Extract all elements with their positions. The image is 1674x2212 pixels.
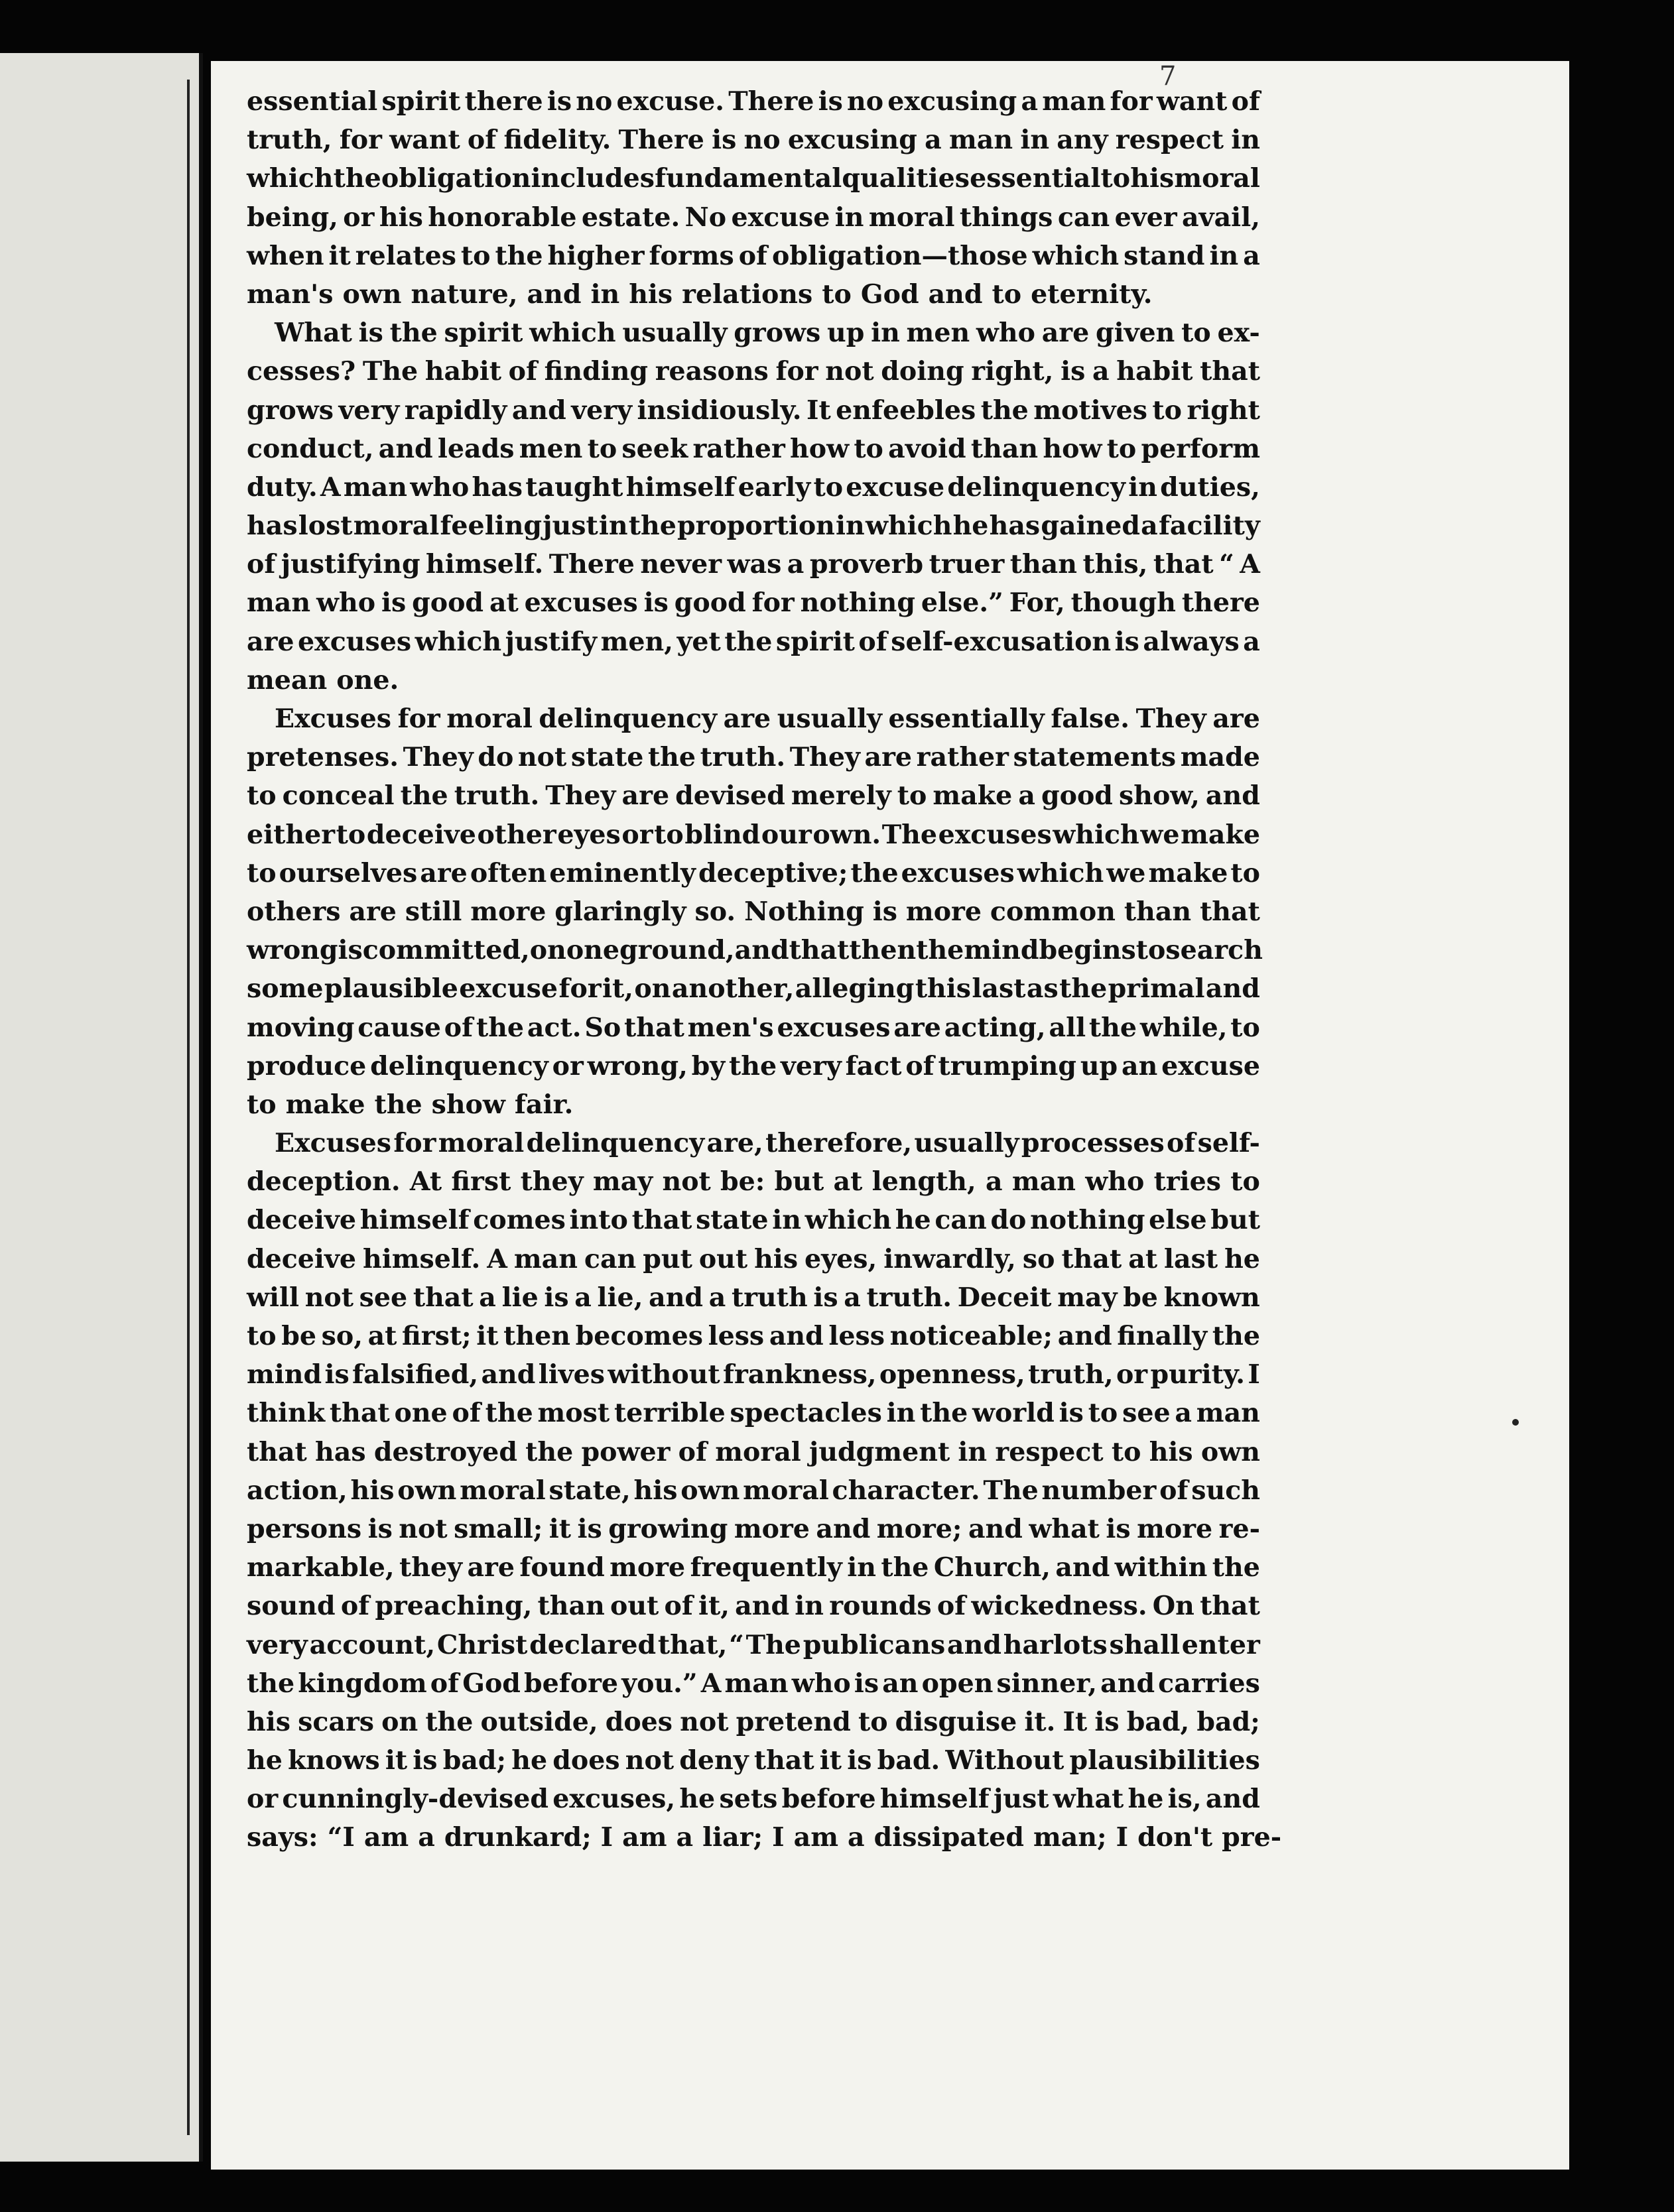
text-line: think that one of the most terrible spectacles in the world is to see a man (247, 1398, 1260, 1429)
text-line: man who is good at excuses is good for nothing else.” For, though there (247, 587, 1260, 619)
text-line: he knows it is bad; he does not deny that it is bad. Without plausibilities (247, 1745, 1260, 1776)
text-line: are excuses which justify men, yet the spirit of self-excusation is always a (247, 626, 1260, 657)
text-line: that has destroyed the power of moral judgment in respect to his own (247, 1436, 1260, 1467)
book-spine (187, 80, 190, 2135)
text-line: or cunningly-devised excuses, he sets before himself just what he is, and (247, 1784, 1260, 1815)
text-line: man's own nature, and in his relations to God and to eternity. (247, 278, 1153, 310)
text-line: produce delinquency or wrong, by the very fact of trumping up an excuse (247, 1050, 1260, 1081)
text-line: to be so, at first; it then becomes less and less noticeable; and finally the (247, 1321, 1260, 1351)
margin-dot (1512, 1419, 1519, 1426)
text-line: action, his own moral state, his own moral character. The number of such (247, 1475, 1260, 1506)
text-line: grows very rapidly and very insidiously. It enfeebles the motives to right (247, 395, 1260, 426)
text-line: being, or his honorable estate. No excuse in moral things can ever avail, (247, 202, 1260, 233)
text-line: deceive himself comes into that state in which he can do nothing else but (247, 1205, 1260, 1236)
text-line: others are still more glaringly so. Nothing is more common than that (247, 896, 1260, 927)
text-line: of justifying himself. There never was a proverb truer than this, that “ A (247, 549, 1260, 580)
text-line: Excuses for moral delinquency are usually essentially false. They are (275, 704, 1260, 734)
text-line: to conceal the truth. They are devised merely to make a good show, and (247, 780, 1260, 812)
text-line: Excuses for moral delinquency are, therefore, usually processes of self- (275, 1128, 1260, 1159)
text-line: truth, for want of fidelity. There is no excusing a man in any respect in (247, 125, 1260, 156)
text-line: deception. At first they may not be: but at length, a man who tries to (247, 1166, 1260, 1198)
text-line: What is the spirit which usually grows up in men who are given to ex- (275, 318, 1260, 349)
body-text (247, 82, 1282, 1857)
text-line: to make the show fair. (247, 1089, 574, 1120)
text-line: mind is falsified, and lives without frankness, openness, truth, or purity. I (247, 1359, 1260, 1390)
text-line: when it relates to the higher forms of obligation—those which stand in a (247, 240, 1260, 271)
left-page-edge (0, 53, 203, 2162)
text-line: has lost moral feeling just in the proportion in which he has gained a facility (247, 511, 1260, 542)
text-line: conduct, and leads men to seek rather how to avoid than how to perform (247, 433, 1260, 464)
page-number: 7 (1159, 61, 1177, 92)
text-line: wrong is committed, on one ground, and that then the mind begins to search (247, 935, 1263, 966)
text-line: either to deceive other eyes or to blind our own. The excuses which we make (247, 819, 1260, 850)
text-line: mean one. (247, 664, 399, 696)
text-line: says: “I am a drunkard; I am a liar; I am a dissipated man; I don't pre- (247, 1822, 1282, 1853)
text-line: will not see that a lie is a lie, and a truth is a truth. Deceit may be known (247, 1282, 1260, 1313)
text-line: pretenses. They do not state the truth. They are rather statements made (247, 742, 1260, 773)
text-line: moving cause of the act. So that men's excuses are acting, all the while, to (247, 1012, 1260, 1043)
text-line: cesses? The habit of finding reasons for not doing right, is a habit that (247, 356, 1260, 387)
text-line: some plausible excuse for it, on another, alleging this last as the primal and (247, 973, 1260, 1005)
text-line: sound of preaching, than out of it, and in rounds of wickedness. On that (247, 1591, 1260, 1622)
text-line: persons is not small; it is growing more and more; and what is more re- (247, 1513, 1260, 1544)
text-line: markable, they are found more frequently in the Church, and within the (247, 1552, 1260, 1583)
text-line: essential spirit there is no excuse. There is no excusing a man for want of (247, 86, 1260, 117)
text-line: his scars on the outside, does not pretend to disguise it. It is bad, bad; (247, 1706, 1260, 1737)
text-line: very account, Christ declared that, “ The publicans and harlots shall enter (247, 1629, 1260, 1660)
text-line: the kingdom of God before you.” A man who is an open sinner, and carries (247, 1668, 1260, 1699)
text-line: deceive himself. A man can put out his eyes, inwardly, so that at last he (247, 1243, 1260, 1274)
text-line: to ourselves are often eminently deceptive; the excuses which we make to (247, 857, 1260, 889)
text-line: duty. A man who has taught himself early to excuse delinquency in duties, (247, 471, 1260, 503)
text-line: which the obligation includes fundamental qualities essential to his moral (247, 163, 1260, 194)
